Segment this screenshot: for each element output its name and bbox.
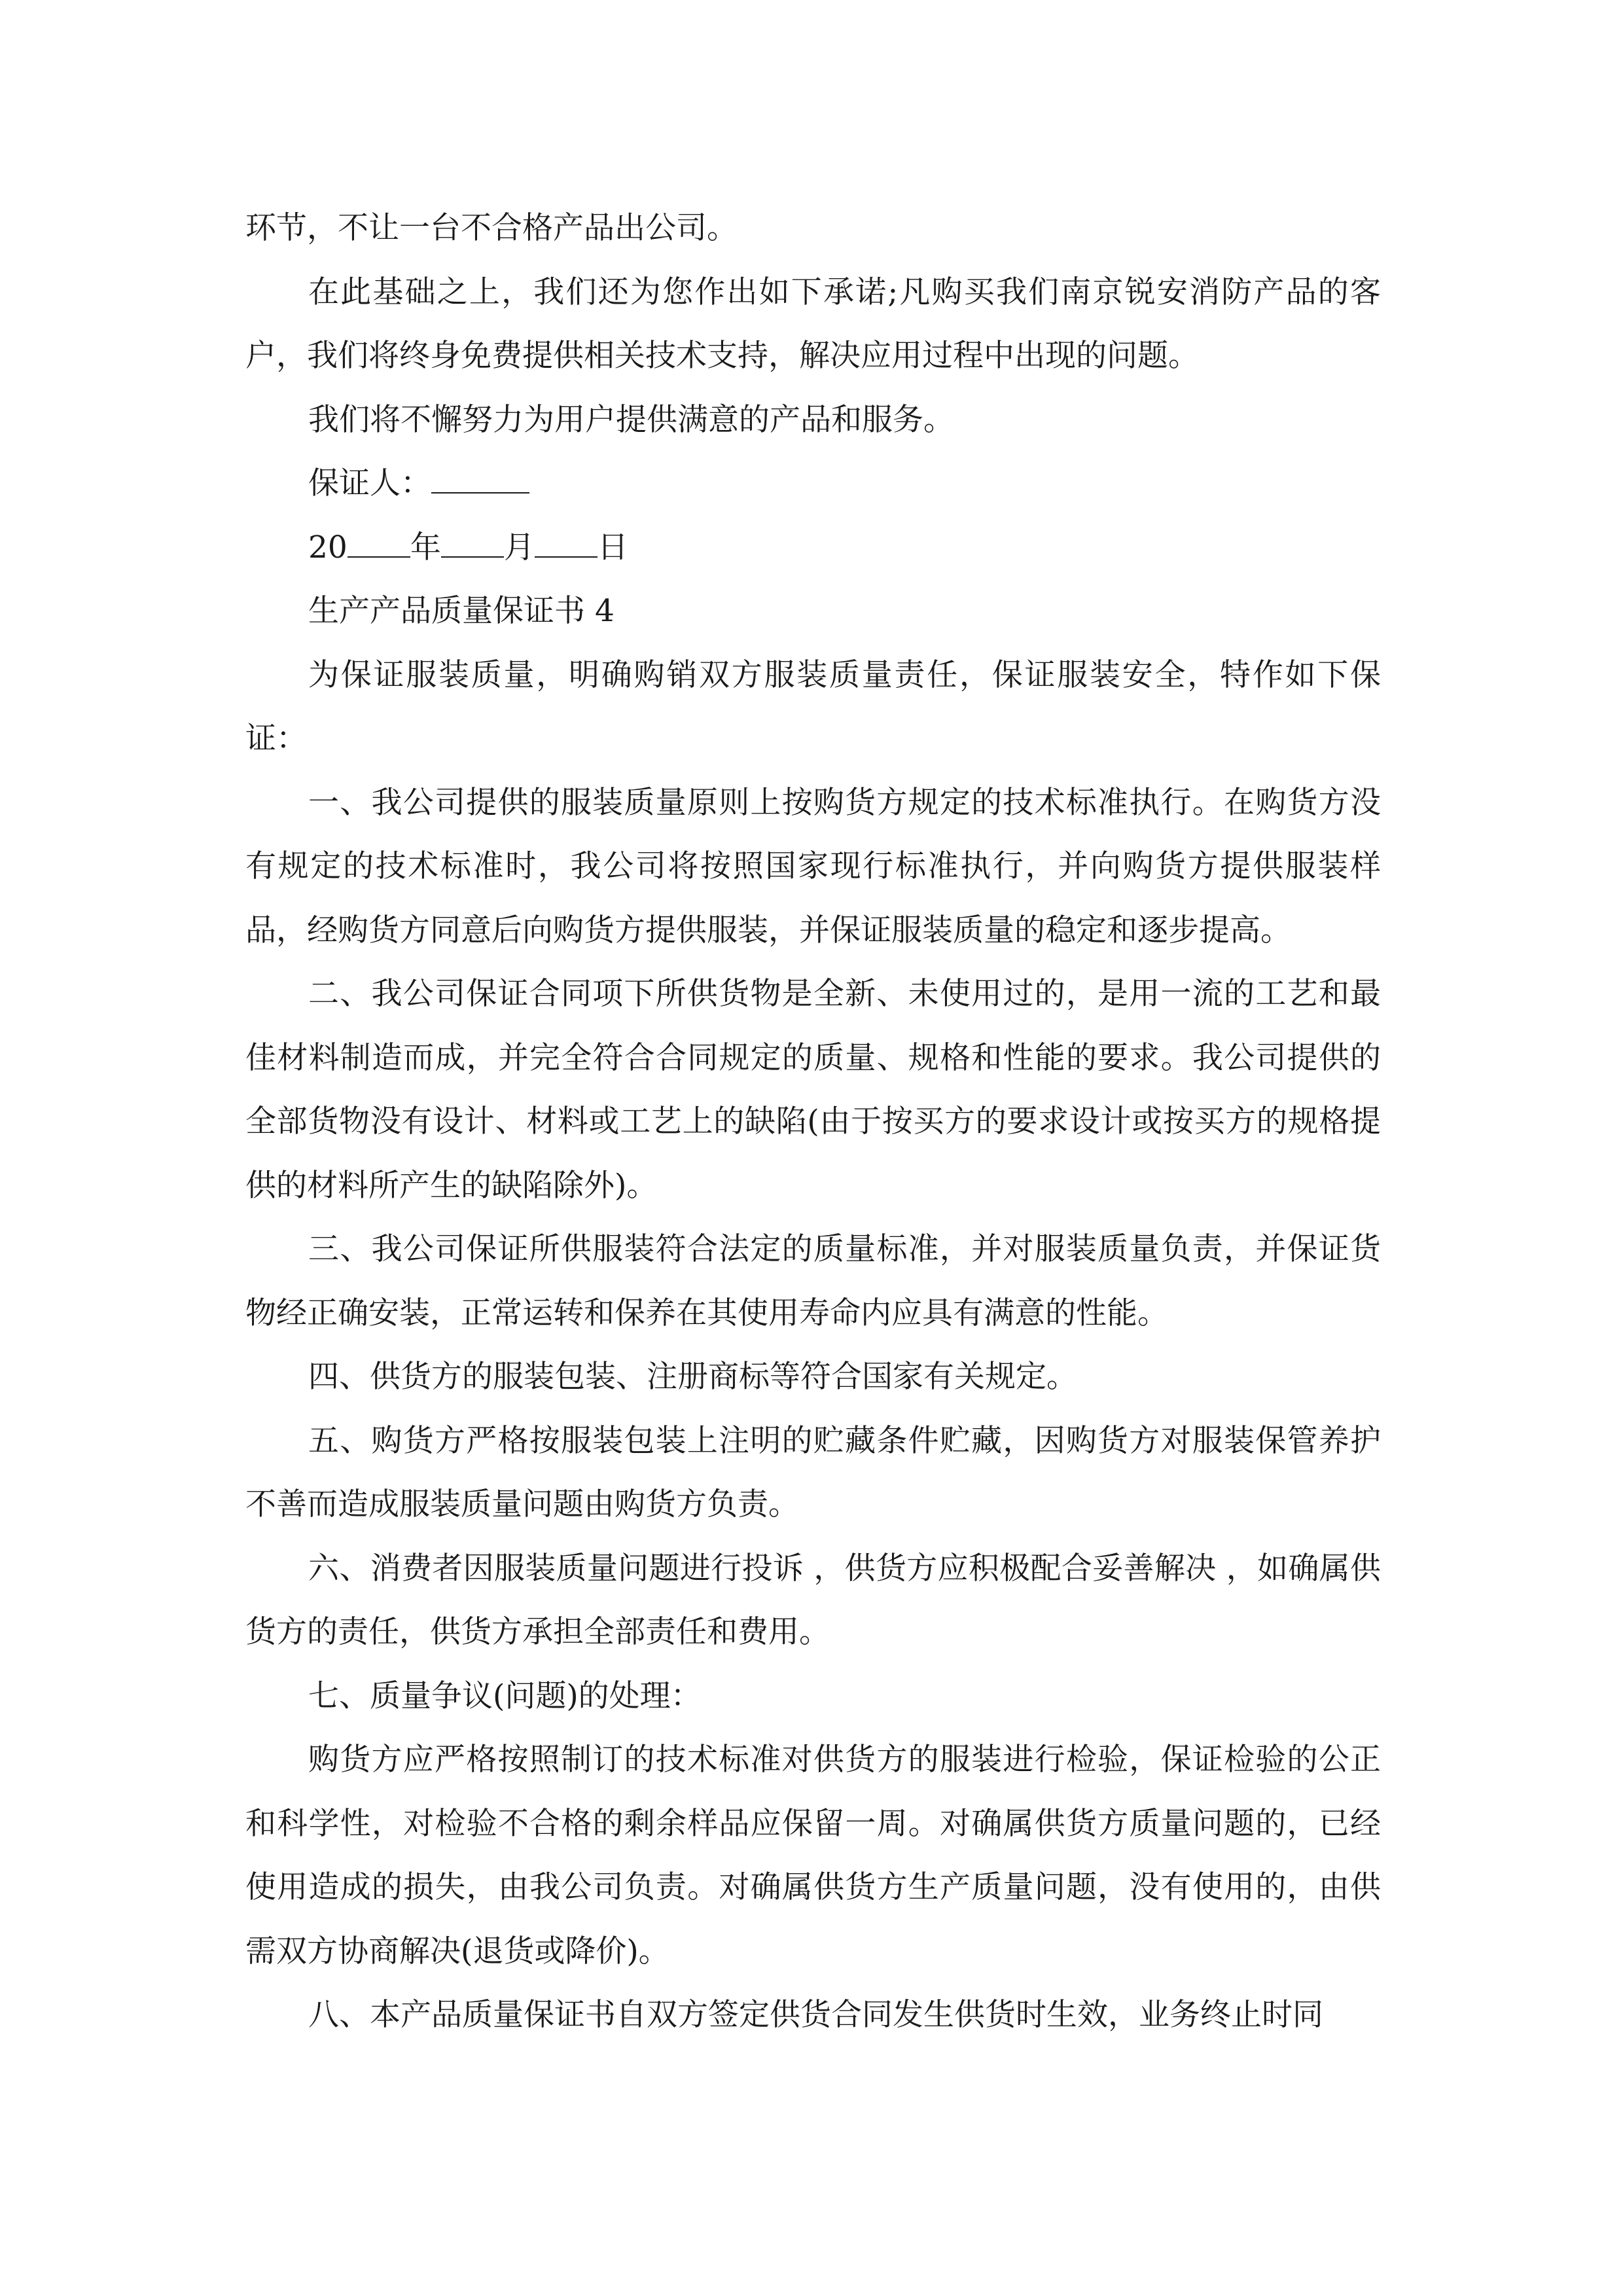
year-blank — [348, 516, 410, 558]
date-month-label: 月 — [503, 529, 535, 565]
month-blank — [441, 516, 504, 558]
paragraph-continuation: 环节，不让一台不合格产品出公司。 — [245, 210, 738, 246]
section-intro: 为保证服装质量，明确购销双方服装质量责任，保证服装安全，特作如下保证： — [245, 656, 1381, 757]
clause-4: 四、供货方的服装包装、注册商标等符合国家有关规定。 — [308, 1359, 1077, 1395]
date-day-label: 日 — [597, 529, 628, 565]
date-year-label: 年 — [410, 529, 441, 565]
clause-5: 五、购货方严格按服装包装上注明的贮藏条件贮藏，因购货方对服装保管养护不善而造成服装质量问题由购货方负责。 — [245, 1422, 1381, 1522]
clause-8: 八、本产品质量保证书自双方签定供货合同发生供货时生效，业务终止时同 — [308, 1997, 1323, 2033]
guarantor-line — [245, 452, 1381, 516]
clause-2: 二、我公司保证合同项下所供货物是全新、未使用过的，是用一流的工艺和最佳材料制造而成，并完全符合合同规定的质量、规格和性能的要求。我公司提供的全部货物没有设计、材料或工艺上的缺陷(由于按买方的要求设计或按买方的规格提供的材料所产生的缺陷除外)。 — [245, 976, 1381, 1204]
date-line — [245, 516, 1381, 580]
clause-3: 三、我公司保证所供服装符合法定的质量标准，并对服装质量负责，并保证货物经正确安装，正常运转和保养在其使用寿命内应具有满意的性能。 — [245, 1231, 1381, 1331]
date-prefix: 20 — [308, 529, 348, 565]
clause-7-heading: 七、质量争议(问题)的处理： — [308, 1677, 702, 1714]
section-title: 生产产品质量保证书 4 — [308, 593, 615, 629]
document-body — [245, 196, 1381, 2047]
clause-7-body: 购货方应严格按照制订的技术标准对供货方的服装进行检验，保证检验的公正和科学性，对检验不合格的剩余样品应保留一周。对确属供货方质量问题的，已经使用造成的损失，由我公司负责。对确属供货方生产质量问题，没有使用的，由供需双方协商解决(退货或降价)。 — [245, 1742, 1381, 1969]
guarantor-label: 保证人： — [308, 465, 431, 501]
day-blank — [535, 516, 597, 558]
clause-6: 六、消费者因服装质量问题进行投诉 ，供货方应积极配合妥善解决 ，如确属供货方的责任，供货方承担全部责任和费用。 — [245, 1550, 1381, 1650]
guarantor-blank — [431, 452, 529, 493]
paragraph-effort: 我们将不懈努力为用户提供满意的产品和服务。 — [308, 401, 954, 438]
paragraph-commitment: 在此基础之上，我们还为您作出如下承诺;凡购买我们南京锐安消防产品的客户，我们将终身免费提供相关技术支持，解决应用过程中出现的问题。 — [245, 274, 1381, 374]
clause-1: 一、我公司提供的服装质量原则上按购货方规定的技术标准执行。在购货方没有规定的技术标准时，我公司将按照国家现行标准执行，并向购货方提供服装样品，经购货方同意后向购货方提供服装，并保证服装质量的稳定和逐步提高。 — [245, 784, 1381, 948]
